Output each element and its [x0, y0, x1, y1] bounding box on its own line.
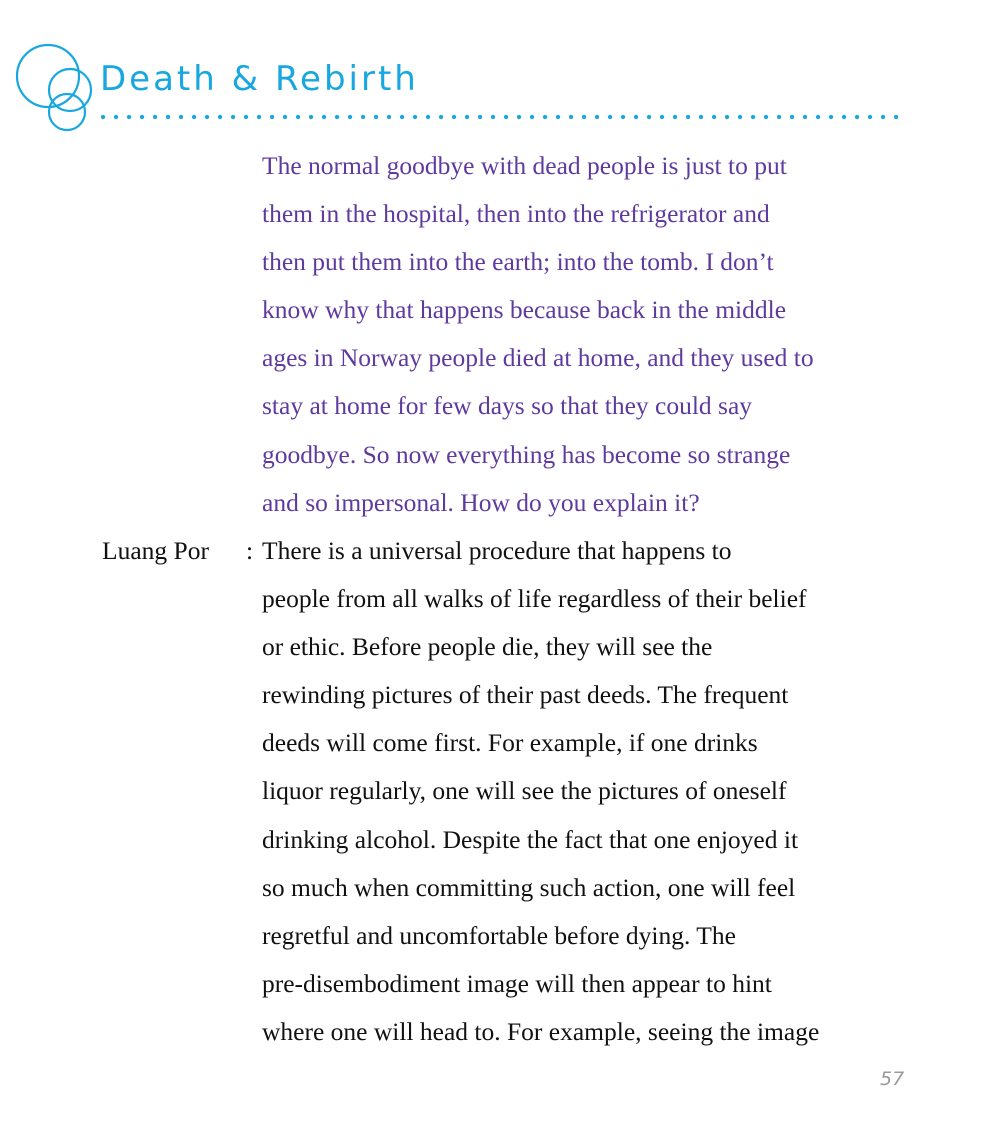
answer-paragraph: [262, 527, 922, 1056]
question-line: them in the hospital, then into the refrigerator and: [262, 199, 770, 229]
speaker-separator: :: [246, 536, 254, 565]
answer-line: liquor regularly, one will see the pictures of oneself: [262, 776, 787, 806]
answer-line: so much when committing such action, one will feel: [262, 872, 796, 902]
dotted-divider: [100, 112, 900, 122]
logo-circle-large: [17, 45, 79, 107]
question-line: know why that happens because back in the middle: [262, 295, 787, 325]
question-line: goodbye. So now everything has become so strange: [262, 439, 791, 469]
answer-line: pre-disembodiment image will then appear to hint: [262, 968, 772, 998]
question-paragraph: [262, 142, 922, 527]
overlapping-circles-logo: [14, 42, 104, 134]
question-line: The normal goodbye with dead people is just to put: [262, 151, 787, 180]
answer-line: or ethic. Before people die, they will see the: [262, 632, 713, 662]
answer-line: where one will head to. For example, seeing the image: [262, 1016, 820, 1046]
answer-line: rewinding pictures of their past deeds. The frequent: [262, 680, 789, 710]
answer-line: There is a universal procedure that happens to: [262, 536, 732, 565]
question-line: ages in Norway people died at home, and they used to: [262, 343, 814, 373]
answer-line: deeds will come first. For example, if one drinks: [262, 728, 758, 758]
chapter-title: Death & Rebirth: [100, 59, 419, 99]
question-line: and so impersonal. How do you explain it?: [262, 487, 700, 517]
answer-line: people from all walks of life regardless of their belief: [262, 584, 807, 614]
question-line: stay at home for few days so that they could say: [262, 391, 753, 421]
answer-line: regretful and uncomfortable before dying. The: [262, 920, 736, 950]
answer-line: drinking alcohol. Despite the fact that one enjoyed it: [262, 824, 799, 854]
question-line: then put them into the earth; into the tomb. I don’t: [262, 247, 774, 277]
logo-circle-medium: [49, 69, 91, 111]
speaker-label: Luang Por: [102, 536, 209, 565]
page-number: 57: [880, 1068, 905, 1090]
